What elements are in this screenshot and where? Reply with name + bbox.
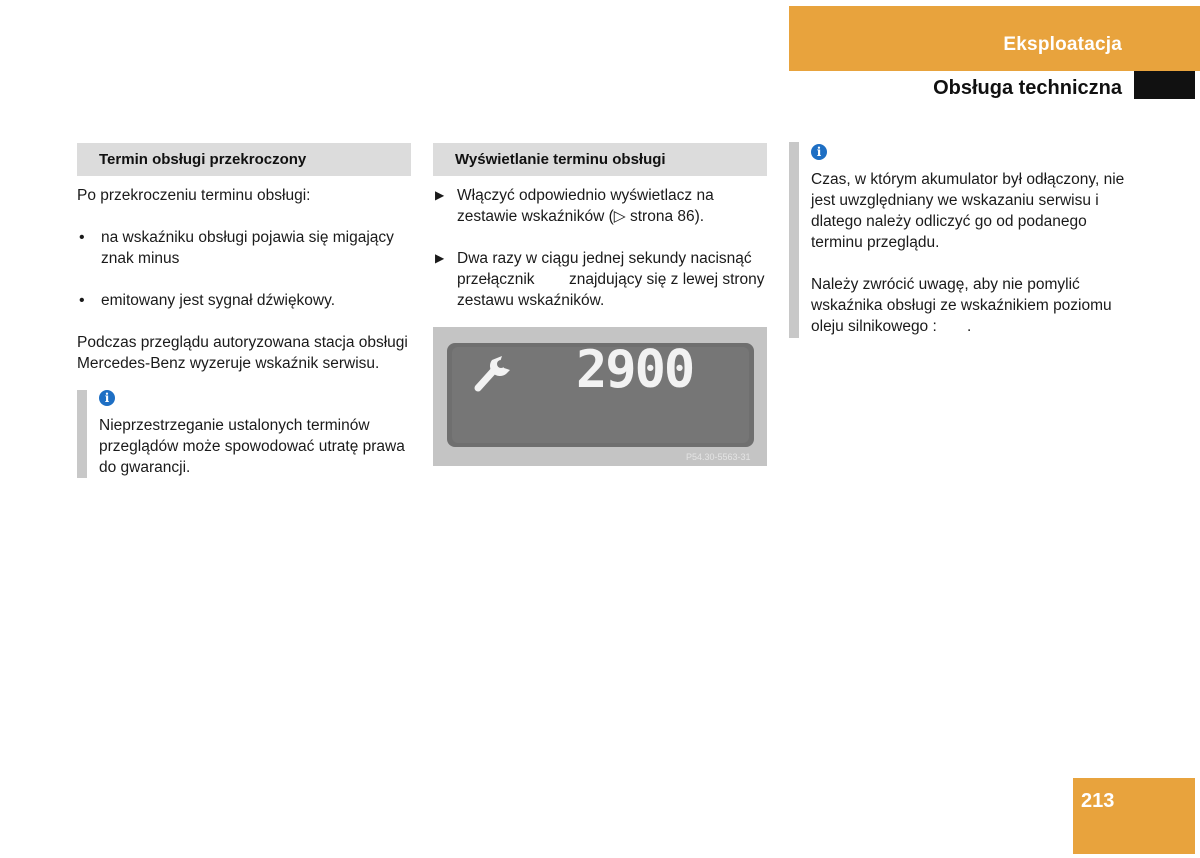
subsection-title: Obsługa techniczna [933, 77, 1122, 99]
list-item [79, 227, 409, 269]
bullet-icon: • [79, 292, 85, 309]
step-text: Dwa razy w ciągu jednej sekundy nacisnąć przełącznik znajdujący się z lewej strony zestawu wskaźników. [457, 250, 769, 309]
section-marker [1134, 71, 1195, 99]
step-text: Włączyć odpowiednio wyświetlacz na zestawie wskaźników (▷ strona 86). [457, 187, 714, 225]
list-item [435, 248, 769, 311]
note-bar [77, 390, 87, 478]
bullet-text: na wskaźniku obsługi pojawia się migający znak minus [101, 229, 394, 267]
wrench-icon [470, 352, 514, 392]
col2-heading: Wyświetlanie terminu obsługi [433, 143, 767, 176]
list-item [79, 290, 409, 311]
col1-note: Nieprzestrzeganie ustalonych terminów przeglądów może spowodować utratę prawa do gwarancji. [99, 417, 405, 476]
bullet-text: emitowany jest sygnał dźwiękowy. [101, 292, 336, 309]
info-icon: i [811, 144, 827, 160]
info-icon: i [99, 390, 115, 406]
col1-heading: Termin obsługi przekroczony [77, 143, 411, 176]
arrow-right-icon: ▶ [435, 251, 445, 265]
col3-note-p2: Należy zwrócić uwagę, aby nie pomylić wskaźnika obsługi ze wskaźnikiem poziomu oleju silnikowego : . [811, 276, 1116, 335]
service-distance-value: 2900 [576, 340, 694, 400]
col3-note-p1: Czas, w którym akumulator był odłączony, nie jest uwzględniany we wskazaniu serwisu i dlatego należy odliczyć go od podanego terminu przeglądu. [811, 171, 1125, 251]
page-number: 213 [1081, 790, 1115, 812]
note-bar [789, 142, 799, 338]
photo-code: P54.30-5563-31 [686, 452, 751, 462]
section-tab [789, 6, 1200, 71]
arrow-right-icon: ▶ [435, 188, 445, 202]
section-title: Eksploatacja [1003, 34, 1122, 55]
col1-intro: Po przekroczeniu terminu obsługi: [77, 187, 311, 204]
col1-paragraph: Podczas przeglądu autoryzowana stacja obsługi Mercedes-Benz wyzeruje wskaźnik serwisu. [77, 334, 408, 372]
list-item [435, 185, 765, 227]
bullet-icon: • [79, 229, 85, 246]
